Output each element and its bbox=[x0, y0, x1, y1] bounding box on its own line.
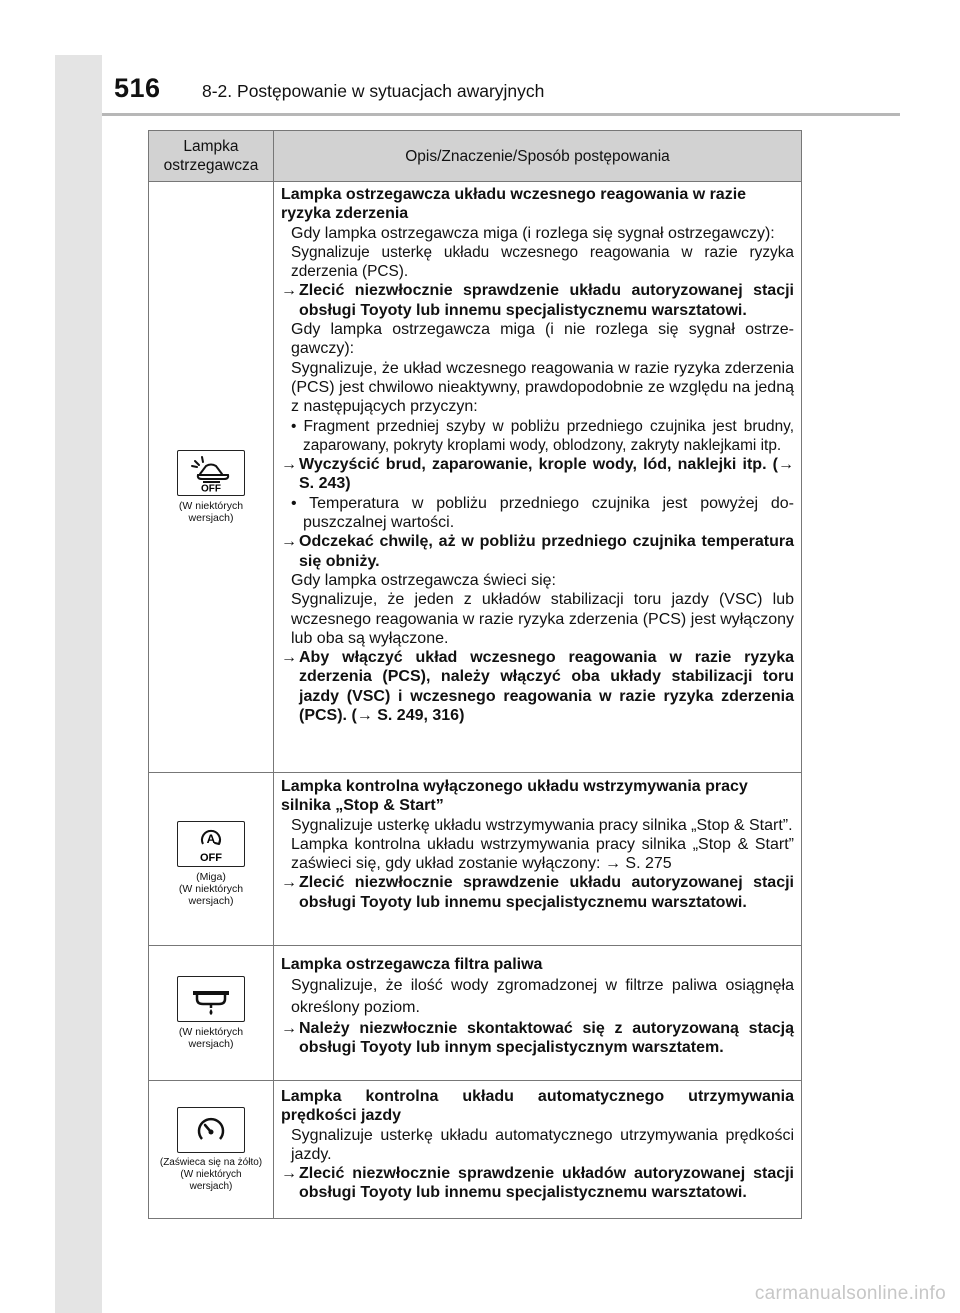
text-line: Sygnalizuje, że ilość wody zgromadzonej w filtrze paliwa osiągnęła określony poziom. bbox=[291, 977, 794, 1016]
table-row bbox=[149, 1081, 801, 1219]
icon-caption: (W niektórych wersjach) bbox=[178, 500, 244, 524]
bullet-item: • Fragment przedniej szyby w pobliżu przedniego czujnika jest brudny, zaparowany, pokryty kroplami wody, oblodzony, zakryty naklejkami itp. bbox=[291, 417, 794, 454]
watermark: carmanualsonline.info bbox=[754, 1283, 946, 1304]
section-title: 8-2. Postępowanie w sytuacjach awaryjnych bbox=[202, 81, 545, 101]
icon-cell bbox=[149, 773, 274, 945]
action-line bbox=[281, 532, 794, 571]
row-title: Lampka ostrzegawcza filtra paliwa bbox=[281, 956, 543, 973]
description-cell bbox=[274, 182, 801, 772]
description-cell bbox=[274, 946, 801, 1080]
description-cell bbox=[274, 773, 801, 945]
action-line bbox=[281, 1164, 794, 1203]
col-header-lamp: Lampka ostrzegawcza bbox=[149, 131, 274, 181]
action-text: Aby włączyć układ wczesnego reagowania w razie ryzyka zderzenia (PCS), należy włączyć oba układy stabilizacji toru jazdy (VSC) i wczesnego reagowania w razie ryzyka zderzenia (PCS). ( bbox=[299, 649, 794, 725]
row-title: Lampka kontrolna wyłączonego układu wstrzymywania pracy silnika „Stop & Start” bbox=[281, 778, 748, 815]
page-ref: S. 243) bbox=[299, 475, 351, 493]
action-text: Zlecić niezwłocznie sprawdzenie układów autoryzowanej stacji obsługi Toyoty lub innemu specjalistycznemu warsztatowi. bbox=[299, 1165, 794, 1202]
pre-collision-off-text: OFF bbox=[201, 483, 221, 493]
icon-caption: (W niektórych wersjach) bbox=[178, 1026, 244, 1050]
arrow-icon: → bbox=[281, 1165, 297, 1183]
text-line: Gdy lampka ostrzegawcza miga (i rozlega się sygnał ostrzegawczy): bbox=[291, 224, 775, 242]
action-line bbox=[281, 873, 794, 912]
text-line: Sygnalizuje usterkę układu automatycznego utrzymywania prędkości jazdy. bbox=[291, 1126, 794, 1163]
page-ref: S. 249, 316) bbox=[377, 707, 465, 725]
icon-caption: (Miga) (W niektórych wersjach) bbox=[178, 871, 244, 907]
action-line bbox=[281, 1019, 794, 1058]
pre-collision-off-icon bbox=[177, 450, 245, 496]
action-text: Wyczyścić brud, zaparowanie, krople wody, lód, naklejki itp. ( bbox=[299, 456, 778, 474]
action-line bbox=[281, 648, 794, 725]
side-band bbox=[55, 55, 102, 1313]
text-line: Gdy lampka ostrzegawcza miga (i nie rozlega się sygnał ostrzegawczy): bbox=[291, 321, 794, 358]
table-row bbox=[149, 946, 801, 1081]
arrow-icon: → bbox=[778, 456, 794, 474]
text-line: Sygnalizuje usterkę układu wczesnego reagowania w razie ryzyka zderzenia (PCS). bbox=[291, 243, 794, 281]
action-text: Zlecić niezwłocznie sprawdzenie układu autoryzowanej stacji obsługi Toyoty lub innemu specjalistycznemu warsztatowi. bbox=[299, 874, 794, 911]
text-line: Sygnalizuje, że jeden z układów stabilizacji toru jazdy (VSC) lub wczesnego reagowania w razie ryzyka zderzenia (PCS) jest wyłączony lub oba są wyłączone. bbox=[291, 591, 794, 647]
text-line: Sygnalizuje usterkę układu wstrzymywania pracy silnika „Stop & Start”. bbox=[291, 816, 793, 834]
cruise-control-icon bbox=[177, 1107, 245, 1153]
table-row bbox=[149, 182, 801, 773]
arrow-icon: → bbox=[281, 874, 297, 892]
page-number: 516 bbox=[114, 73, 161, 103]
action-line bbox=[281, 281, 794, 320]
icon-cell bbox=[149, 182, 274, 772]
text-span: Lampka kontrolna układu wstrzymywania pracy silnika „Stop & Start” zaświeci się, gdy układ zostanie wyłączony: bbox=[291, 835, 794, 873]
action-line bbox=[281, 455, 794, 494]
page-ref: S. 275 bbox=[625, 855, 672, 873]
row-title: Lampka kontrolna układu automatycznego utrzymywania prędkości jazdy bbox=[281, 1088, 794, 1125]
text-line: Sygnalizuje, że układ wczesnego reagowania w razie ryzyka zderzenia (PCS) jest chwilowo nieaktywny, prawdopodobnie ze względu na jedną z następujących przyczyn: bbox=[291, 359, 794, 416]
bullet-item: • Temperatura w pobliżu przedniego czujnika jest powyżej dopuszczalnej wartości. bbox=[291, 494, 794, 532]
arrow-icon: → bbox=[281, 649, 297, 667]
icon-caption: (Zaświeca się na żółto) (W niektórych wersjach) bbox=[159, 1156, 263, 1192]
page-header bbox=[102, 55, 900, 116]
row-title: Lampka ostrzegawcza układu wczesnego reagowania w razie ryzyka zderzenia bbox=[281, 186, 747, 223]
stop-start-off-text: OFF bbox=[200, 852, 222, 864]
fuel-filter-icon bbox=[177, 976, 245, 1022]
action-text: Należy niezwłocznie skontaktować się z autoryzowaną stacją obsługi Toyoty lub innym specjalistycznym warsztatem. bbox=[299, 1020, 794, 1057]
arrow-icon: → bbox=[356, 707, 373, 725]
text-line: Gdy lampka ostrzegawcza świeci się: bbox=[291, 571, 556, 589]
stop-start-letter: A bbox=[206, 832, 216, 846]
arrow-icon: → bbox=[281, 282, 297, 300]
icon-cell bbox=[149, 1081, 274, 1218]
table-header bbox=[149, 131, 801, 182]
text-line bbox=[281, 835, 794, 874]
action-text: Odczekać chwilę, aż w pobliżu przedniego czujnika temperatura się obniży. bbox=[299, 533, 794, 570]
arrow-icon: → bbox=[281, 533, 297, 551]
col-header-description: Opis/Znaczenie/Sposób postępowania bbox=[405, 147, 670, 165]
table-row bbox=[149, 773, 801, 946]
description-cell bbox=[274, 1081, 801, 1218]
action-text: Zlecić niezwłocznie sprawdzenie układu autoryzowanej stacji obsługi Toyoty lub innemu specjalistycznemu warsztatowi. bbox=[299, 282, 794, 319]
arrow-icon: → bbox=[281, 456, 297, 474]
warning-lights-table bbox=[148, 130, 802, 1219]
arrow-icon: → bbox=[604, 855, 621, 873]
stop-start-off-icon bbox=[177, 821, 245, 867]
icon-cell bbox=[149, 946, 274, 1080]
arrow-icon: → bbox=[281, 1020, 297, 1037]
